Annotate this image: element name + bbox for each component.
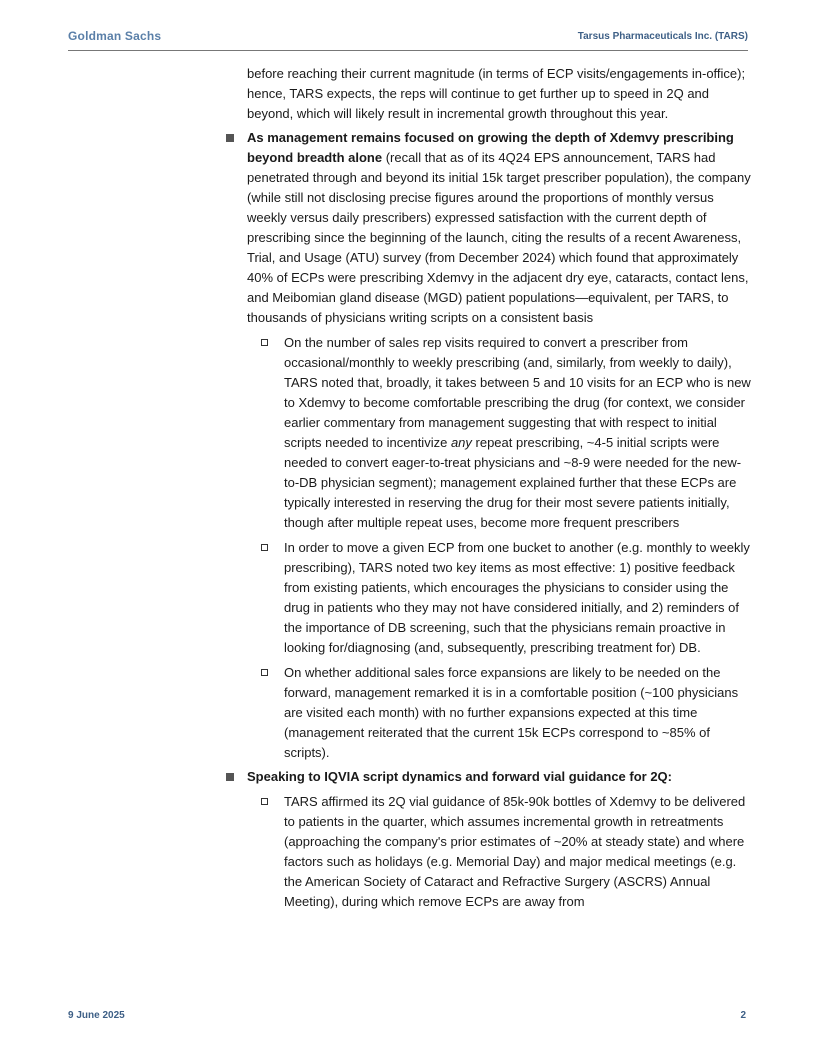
- sub-bullet-item: [226, 333, 752, 533]
- sub-bullet-text: In order to move a given ECP from one bucket to another (e.g. monthly to weekly prescribing), TARS noted two key items as most effective: 1) positive feedback from existing patients, which encourages the physicians to consider using the drug in patients who they may not have considered initially, and 2) reminders of the importance of DB screening, such that the physicians remain proactive in looking for/diagnosing (and, subsequently, prescribing treatment for) DB.: [284, 540, 750, 655]
- square-bullet-icon: [226, 134, 234, 142]
- sub-bullet-emphasis: any: [450, 435, 472, 450]
- sub-bullet-item: [226, 538, 752, 658]
- bullet-item: [226, 767, 752, 787]
- sub-bullet-item: [226, 792, 752, 912]
- bullet-item: [226, 128, 752, 328]
- checkbox-bullet-icon: [261, 544, 268, 551]
- page-number: 2: [740, 1010, 746, 1021]
- bullet-heading: As management remains focused on growing the depth of Xdemvy prescribing beyond breadth alone: [247, 130, 734, 165]
- footer-date: 9 June 2025: [68, 1010, 125, 1021]
- sub-bullet-text: On whether additional sales force expansions are likely to be needed on the forward, management remarked it is in a comfortable position (~100 physicians are visited each month) with no further expansions expected at this time (management reiterated that the current 15k ECPs correspond to ~85% of scripts).: [284, 665, 739, 760]
- sub-bullet-item: [226, 663, 752, 763]
- sub-bullet-text: On the number of sales rep visits required to convert a prescriber from occasional/monthly to weekly prescribing (and, similarly, from weekly to daily), TARS noted that, broadly, it takes between 5 and 10 visits for an ECP who is new to Xdemvy to become comfortable prescribing the drug (for context, we consider earlier commentary from management suggesting that with respect to initial scripts needed to incentivize: [284, 335, 751, 450]
- bullet-text: (recall that as of its 4Q24 EPS announcement, TARS had penetrated through and beyond its initial 15k target prescriber population), the company (while still not disclosing precise figures around the proportions of monthly versus weekly versus daily prescribers) expressed satisfaction with the current depth of prescribing since the beginning of the launch, citing the results of a recent Awareness, Trial, and Usage (ATU) survey (from December 2024) which found that approximately 40% of ECPs were prescribing Xdemvy in the adjacent dry eye, cataracts, contact lens, and Meibomian gland disease (MGD) patient populations—equivalent, per TARS, to thousands of physicians writing scripts on a consistent basis: [247, 150, 751, 325]
- sub-bullet-text: TARS affirmed its 2Q vial guidance of 85k-90k bottles of Xdemvy to be delivered to patients in the quarter, which assumes incremental growth in retreatments (approaching the company's prior estimates of ~20% at steady state) and where factors such as holidays (e.g. Memorial Day) and major medical meetings (e.g. the American Society of Cataract and Refractive Surgery (ASCRS) Annual Meeting), during which remove ECPs are away from: [284, 794, 746, 909]
- checkbox-bullet-icon: [261, 669, 268, 676]
- sub-bullet-text: repeat prescribing, ~4-5 initial scripts were needed to convert eager-to-treat physicians and ~8-9 were needed for the new-to-DB physician segment); management explained further that these ECPs are typically interested in reserving the drug for their most severe patients initially, though after multiple repeat uses, become more frequent prescribers: [284, 435, 742, 530]
- header-rule: [68, 50, 748, 51]
- bullet-heading: Speaking to IQVIA script dynamics and forward vial guidance for 2Q:: [247, 769, 673, 784]
- main-content: [226, 64, 752, 912]
- continuation-paragraph: before reaching their current magnitude (in terms of ECP visits/engagements in-office); hence, TARS expects, the reps will continue to get further up to speed in 2Q and beyond, which will likely result in incremental growth throughout this year.: [247, 66, 746, 121]
- square-bullet-icon: [226, 773, 234, 781]
- checkbox-bullet-icon: [261, 798, 268, 805]
- header-brand: Goldman Sachs: [68, 29, 162, 43]
- checkbox-bullet-icon: [261, 339, 268, 346]
- header-company: Tarsus Pharmaceuticals Inc. (TARS): [577, 31, 748, 42]
